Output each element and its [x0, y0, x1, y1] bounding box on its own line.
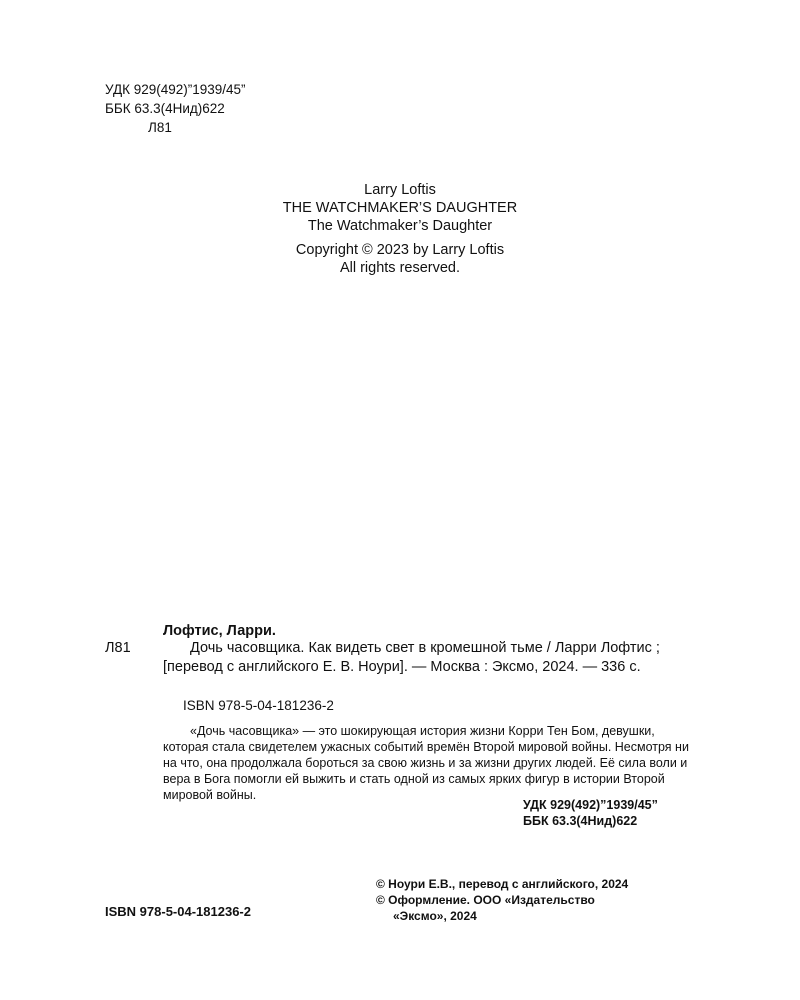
bib-side-code: Л81 — [105, 640, 131, 656]
original-edition-info — [0, 181, 800, 277]
original-title-caps: THE WATCHMAKER’S DAUGHTER — [282, 200, 518, 216]
udk-code: УДК 929(492)”1939/45” — [105, 82, 246, 97]
bib-description-text: Дочь часовщика. Как видеть свет в кромешной тьме / Ларри Лофтис ; [перевод с английского Е. В. Ноури]. — Москва : Эксмо, 2024. — 336 с. — [163, 640, 660, 675]
author-mark: Л81 — [148, 120, 172, 135]
bottom-isbn: ISBN 978-5-04-181236-2 — [105, 904, 251, 919]
original-author: Larry Loftis — [364, 182, 436, 198]
rights-reserved: All rights reserved. — [339, 260, 461, 276]
top-classification-codes — [105, 80, 246, 137]
original-title: The Watchmaker’s Daughter — [307, 218, 493, 234]
bbk-code: ББК 63.3(4Нид)622 — [105, 101, 225, 116]
design-copyright-line1: © Оформление. ООО «Издательство — [376, 893, 595, 907]
bib-bbk-code: ББК 63.3(4Нид)622 — [523, 814, 638, 828]
bib-description — [163, 639, 693, 676]
original-copyright: Copyright © 2023 by Larry Loftis — [295, 242, 505, 258]
bib-udk-code: УДК 929(492)”1939/45” — [523, 798, 658, 812]
translation-copyright: © Ноури Е.В., перевод с английского, 2024 — [376, 877, 629, 891]
copyright-notices — [376, 876, 628, 924]
bib-author-heading: Лофтис, Ларри. — [163, 623, 276, 639]
bib-isbn: ISBN 978-5-04-181236-2 — [183, 698, 334, 713]
design-copyright-line2: «Эксмо», 2024 — [393, 909, 477, 923]
bib-annotation — [163, 723, 694, 803]
annotation-text: «Дочь часовщика» — это шокирующая история жизни Корри Тен Бом, девушки, которая стала свидетелем ужасных событий времён Второй мировой войны. Несмотря ни на что, она продолжала бороться за свою жизнь и за жизни других людей. Её сила воли и вера в Бога помогли ей выжить и стать одной из самых ярких фигур в истории Второй мировой войны. — [163, 724, 689, 802]
bib-codes — [523, 797, 658, 829]
